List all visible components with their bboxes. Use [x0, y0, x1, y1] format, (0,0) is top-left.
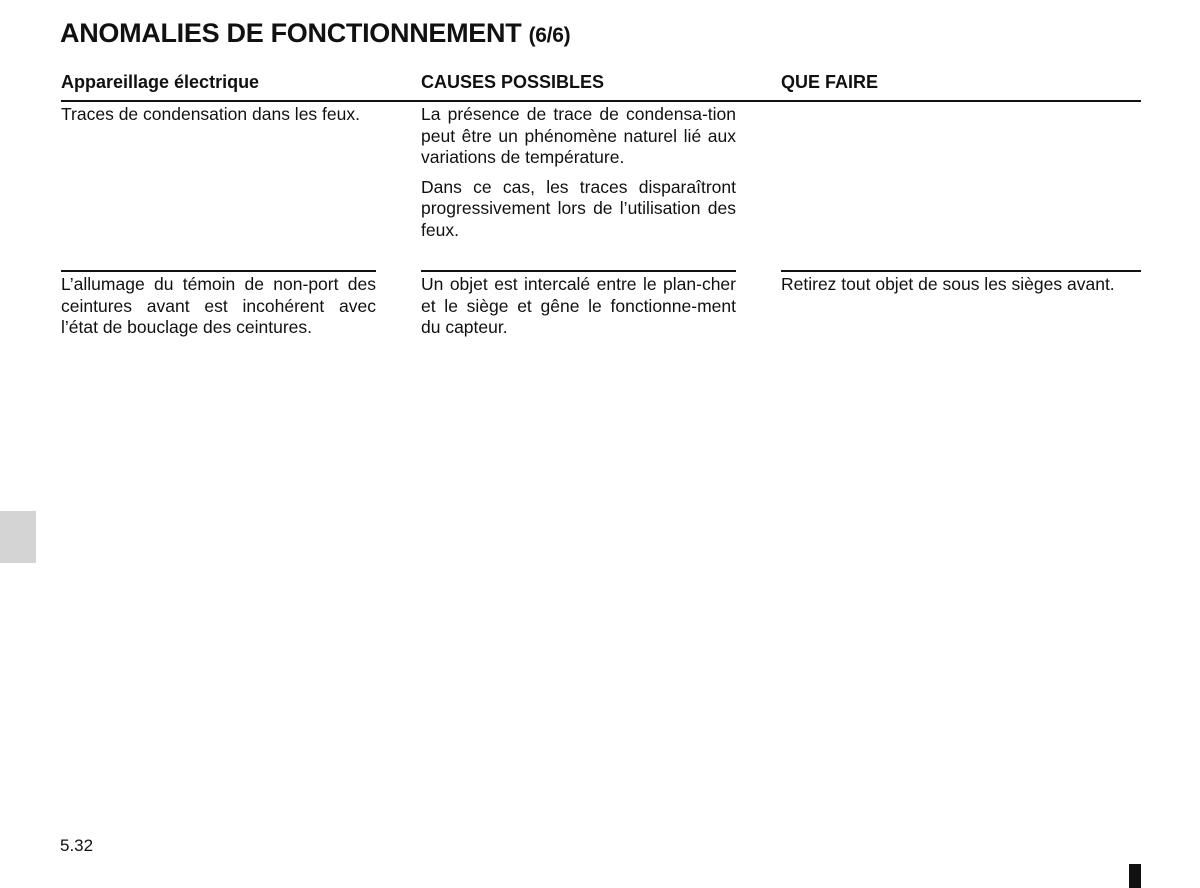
row-separator: [781, 270, 1141, 272]
row-1-symptom: Traces de condensation dans les feux.: [61, 104, 360, 124]
row-separator: [61, 270, 376, 272]
row-2-action: Retirez tout objet de sous les sièges avant.: [781, 274, 1115, 294]
page-title-suffix: (6/6): [528, 24, 571, 47]
row-1-causes: [421, 104, 736, 241]
corner-mark: [1129, 864, 1141, 888]
row-1-cause-paragraph: La présence de trace de condensa-tion peut être un phénomène naturel lié aux variations de température.: [421, 104, 736, 167]
row-2-symptom: L’allumage du témoin de non-port des ceintures avant est incohérent avec l’état de bouclage des ceintures.: [61, 274, 376, 337]
row-2-cause-paragraph: Un objet est intercalé entre le plan-cher et le siège et gêne le fonctionne-ment du capteur.: [421, 274, 736, 337]
page-number: 5.32: [60, 836, 94, 855]
header-rule: [61, 100, 1141, 102]
chapter-tab-marker: [0, 511, 36, 563]
column-header-actions: QUE FAIRE: [781, 72, 879, 92]
column-header-causes: CAUSES POSSIBLES: [421, 72, 605, 92]
row-separator: [421, 270, 736, 272]
row-2-causes: [421, 274, 736, 339]
column-header-equipment: Appareillage électrique: [61, 72, 260, 92]
page-title: [60, 18, 570, 49]
row-1-cause-paragraph: Dans ce cas, les traces disparaîtront progressivement lors de l’utilisation des feux.: [421, 176, 736, 240]
page-title-main: ANOMALIES DE FONCTIONNEMENT: [60, 18, 522, 48]
